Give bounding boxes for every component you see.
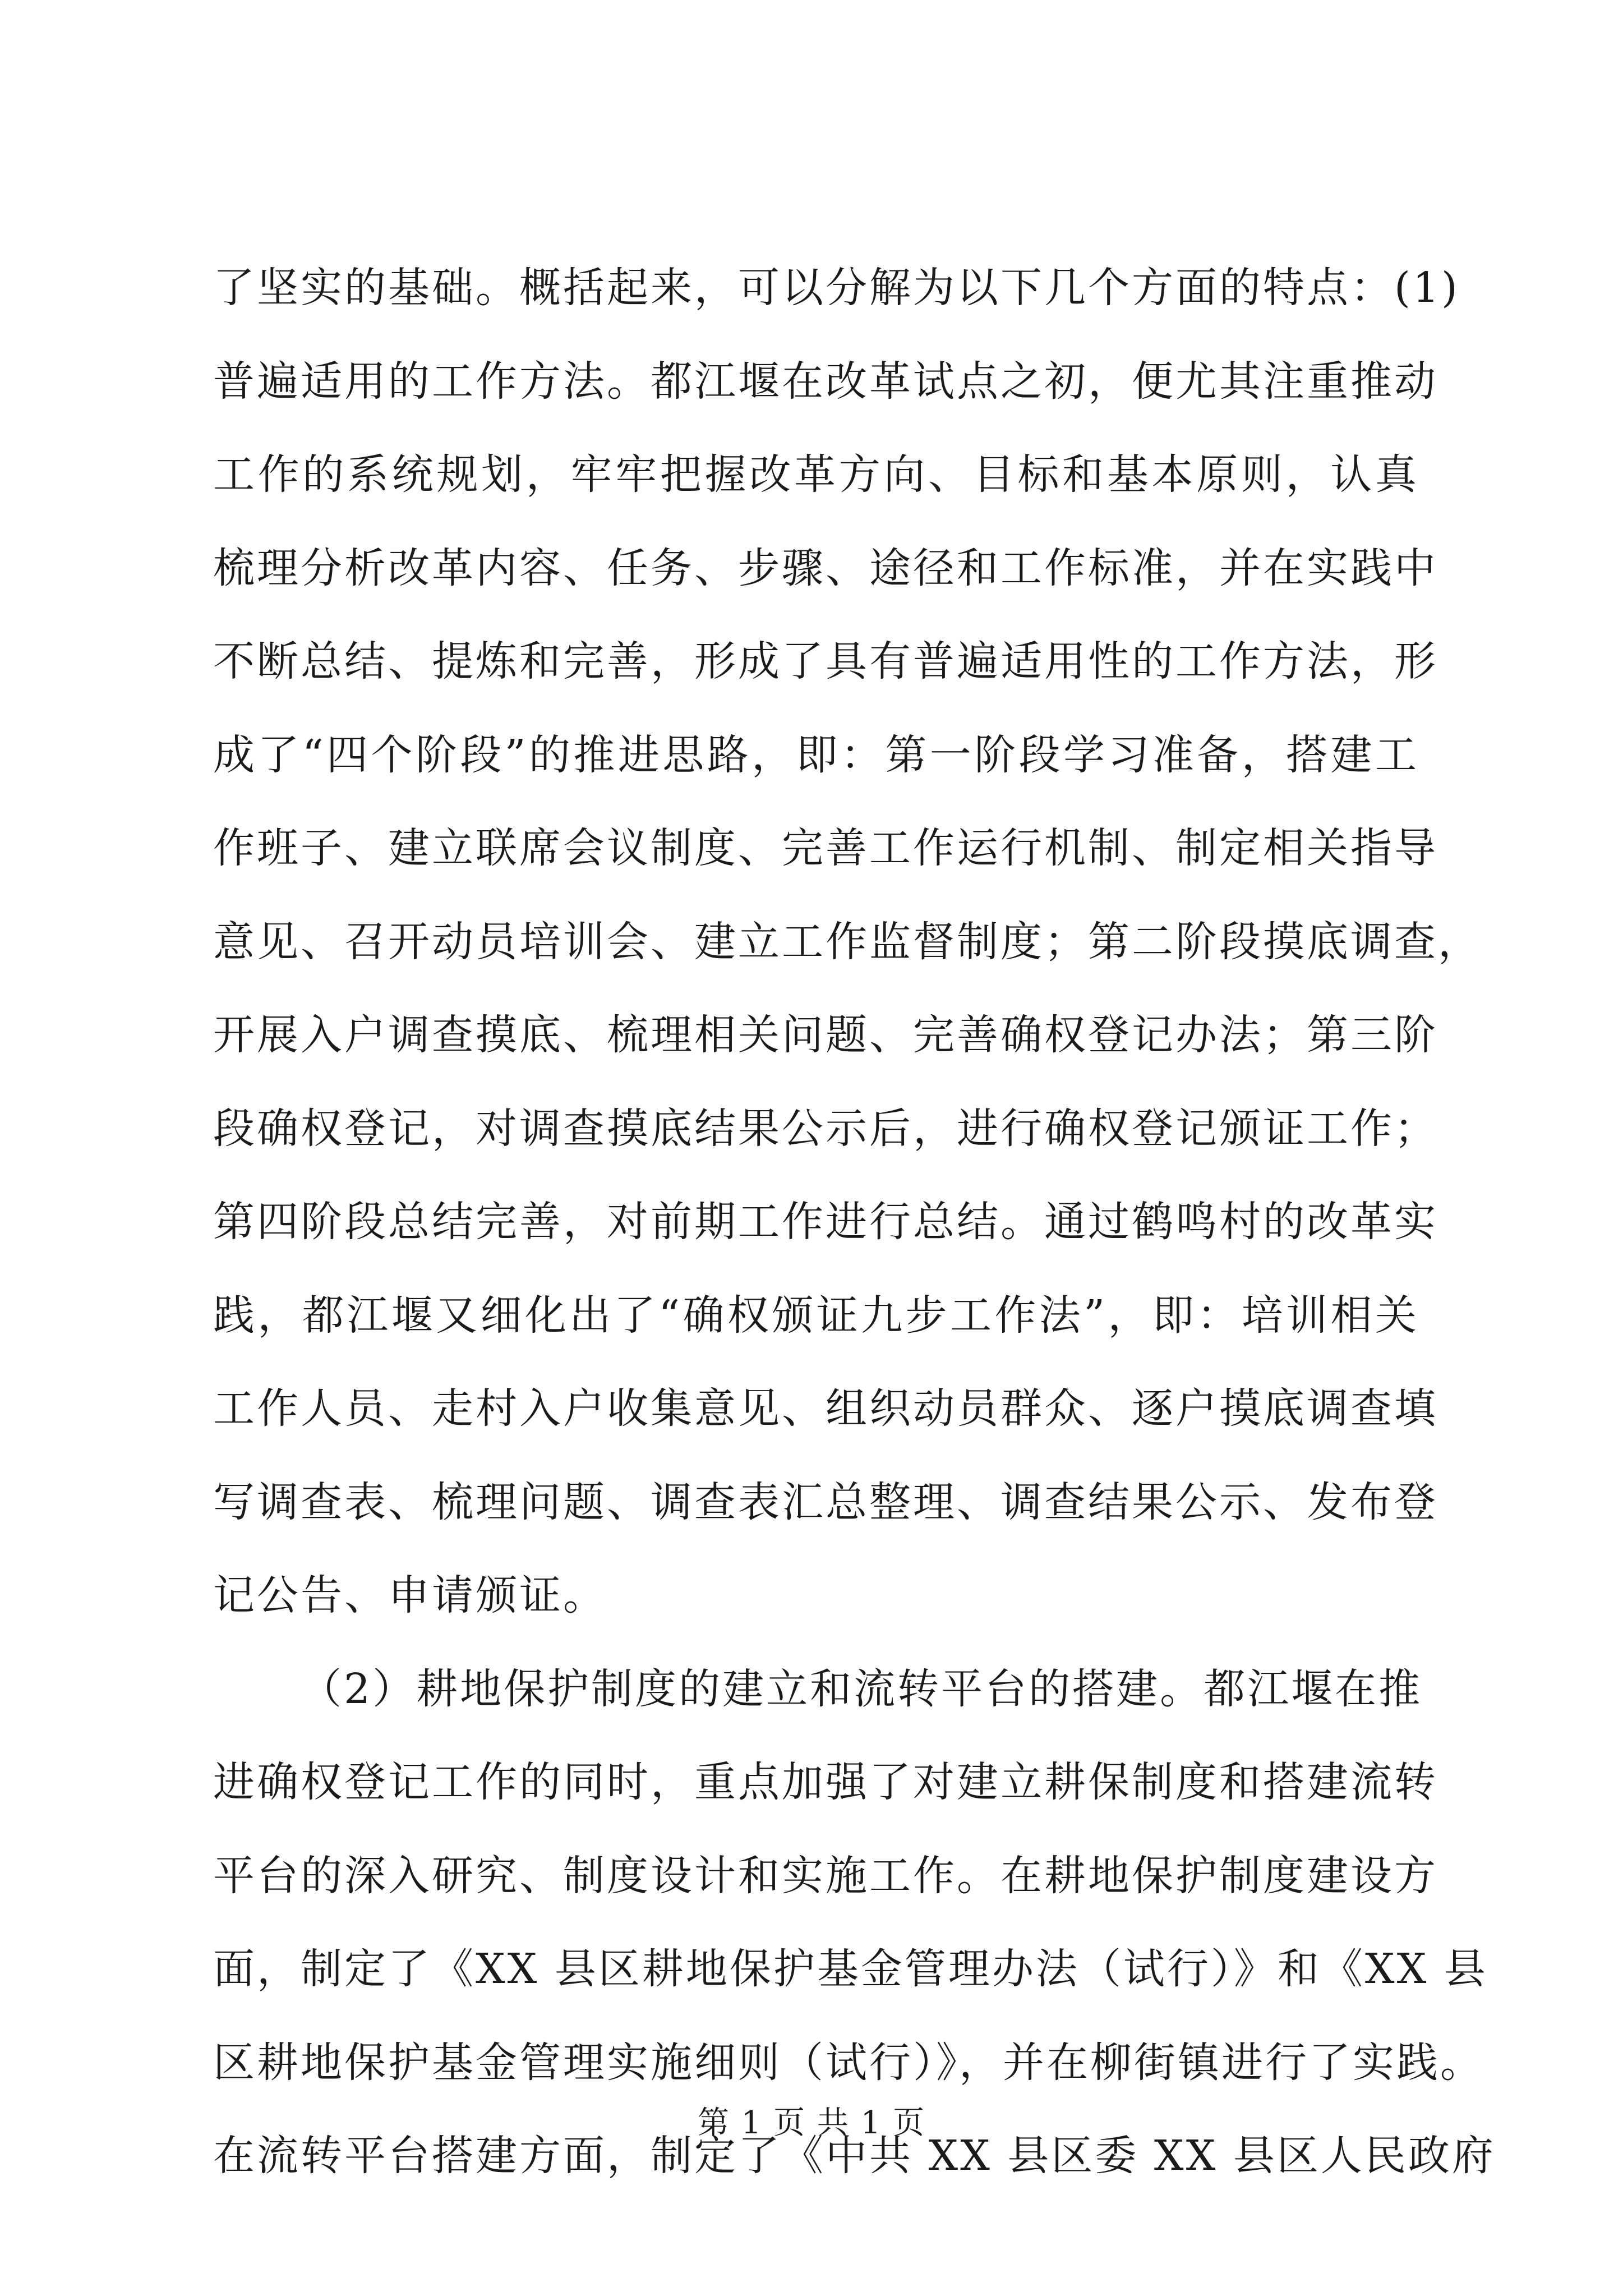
text-line: 意见、召开动员培训会、建立工作监督制度；第二阶段摸底调查， [213,917,1482,966]
text-line: 了坚实的基础。概括起来，可以分解为以下几个方面的特点：(1) [213,264,1460,312]
text-line: 进确权登记工作的同时，重点加强了对建立耕保制度和搭建流转 [213,1758,1438,1806]
text-line: 作班子、建立联席会议制度、完善工作运行机制、制定相关指导 [213,824,1438,872]
text-line: 践，都江堰又细化出了“确权颁证九步工作法”，即：培训相关 [213,1291,1419,1340]
text-line: 普遍适用的工作方法。都江堰在改革试点之初，便尤其注重推动 [213,357,1438,406]
text-line: 梳理分析改革内容、任务、步骤、途径和工作标准，并在实践中 [213,544,1438,592]
text-line: 写调查表、梳理问题、调查表汇总整理、调查结果公示、发布登 [213,1478,1438,1526]
text-line: 段确权登记，对调查摸底结果公示后，进行确权登记颁证工作； [213,1104,1438,1153]
document-body [213,241,1496,2203]
text-line: 不断总结、提炼和完善，形成了具有普遍适用性的工作方法，形 [213,637,1438,685]
text-line: （2）耕地保护制度的建立和流转平台的搭建。都江堰在推 [300,1664,1423,1713]
text-line: 开展入户调查摸底、梳理相关问题、完善确权登记办法；第三阶 [213,1011,1438,1059]
text-line: 在流转平台搭建方面，制定了《中共 XX 县区委 XX 县区人民政府 [213,2132,1496,2180]
text-line: 区耕地保护基金管理实施细则（试行）》，并在柳街镇进行了实践。 [213,2038,1484,2087]
text-line: 第四阶段总结完善，对前期工作进行总结。通过鹤鸣村的改革实 [213,1198,1438,1246]
text-line: 平台的深入研究、制度设计和实施工作。在耕地保护制度建设方 [213,1851,1438,1900]
text-line: 面，制定了《XX 县区耕地保护基金管理办法（试行）》和《XX 县 [213,1945,1488,1993]
page-footer: 第 1 页 共 1 页 [697,2105,926,2141]
text-line: 成了“四个阶段”的推进思路，即：第一阶段学习准备，搭建工 [213,730,1419,779]
paragraph-1 [213,241,1482,1642]
text-line: 工作人员、走村入户收集意见、组织动员群众、逐户摸底调查填 [213,1384,1438,1433]
text-line: 工作的系统规划，牢牢把握改革方向、目标和基本原则，认真 [213,450,1419,499]
text-line: 记公告、申请颁证。 [213,1571,607,1619]
